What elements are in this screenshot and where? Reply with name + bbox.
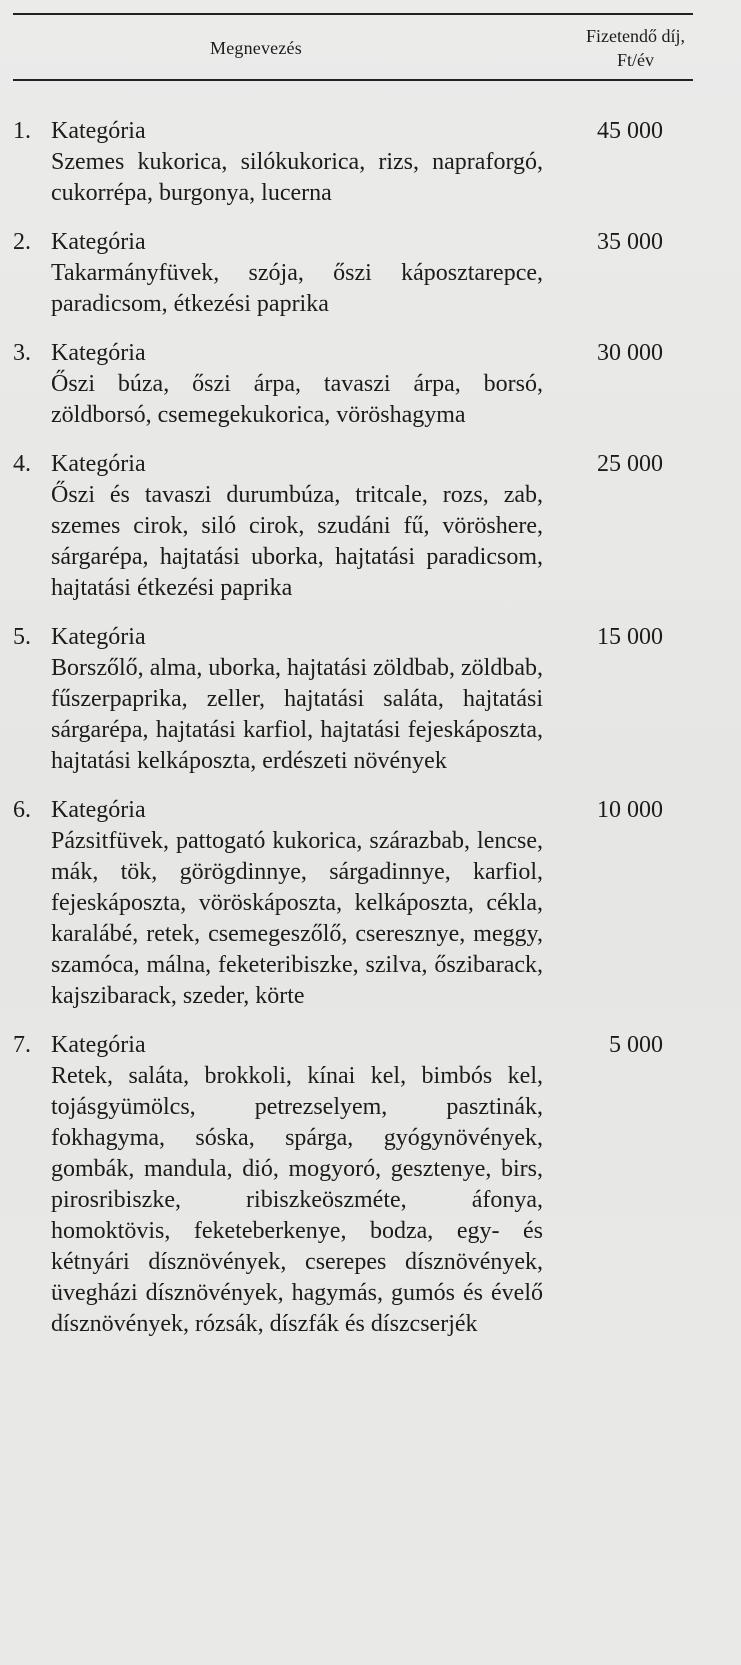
category-1 [13,116,663,209]
category-6-fee: 10 000 [597,797,663,823]
category-5-title: Kategória [51,624,146,650]
category-1-description: Szemes kukorica, silókukorica, rizs, napraforgó, cukorrépa, burgonya, lucerna [51,149,543,206]
category-5-title-row [13,622,146,653]
category-6-head [13,795,663,826]
category-5-description: Borszőlő, alma, uborka, hajtatási zöldbab, zöldbab, fűszerpaprika, zeller, hajtatási saláta, hajtatási sárgarépa, hajtatási karfiol, hajtatási fejeskáposzta, hajtatási kelkáposzta, erdészeti növények [51,655,543,774]
category-4-title-row [13,449,146,480]
category-1-title-row [13,116,146,147]
category-3-head [13,338,663,369]
category-5-number: 5. [13,624,31,650]
category-7-title-row [13,1030,146,1061]
fee-header-line-1: Fizetendő díj, [586,26,685,46]
category-3-description: Őszi búza, őszi árpa, tavaszi árpa, borsó, zöldborsó, csemegekukorica, vöröshagyma [51,371,543,428]
column-header-name: Megnevezés [210,38,302,58]
category-4-head [13,449,663,480]
category-4-title: Kategória [51,451,146,477]
category-7-head [13,1030,663,1061]
category-6-description: Pázsitfüvek, pattogató kukorica, szárazbab, lencse, mák, tök, görögdinnye, sárgadinnye, karfiol, fejeskáposzta, vöröskáposzta, kelkáposzta, cékla, karalábé, retek, csemegeszőlő, cseresznye, meggy, szamóca, málna, feketeribiszke, szilva, őszibarack, kajszibarack, szeder, körte [51,828,543,1009]
category-list [13,116,663,1358]
category-7-number: 7. [13,1032,31,1058]
category-4-description: Őszi és tavaszi durumbúza, tritcale, rozs, zab, szemes cirok, siló cirok, szudáni fű, vöröshere, sárgarépa, hajtatási uborka, hajtatási paradicsom, hajtatási étkezési paprika [51,482,543,601]
top-rule [13,13,693,15]
category-3-title: Kategória [51,340,146,366]
category-3-title-row [13,338,146,369]
category-2-description: Takarmányfüvek, szója, őszi káposztarepce, paradicsom, étkezési paprika [51,260,543,317]
column-header-fee [586,24,685,72]
category-4 [13,449,663,604]
category-6-title-row [13,795,146,826]
category-7-title: Kategória [51,1032,146,1058]
category-5-head [13,622,663,653]
category-6-title: Kategória [51,797,146,823]
category-6-number: 6. [13,797,31,823]
category-7-fee: 5 000 [609,1032,663,1058]
category-2-number: 2. [13,229,31,255]
category-2 [13,227,663,320]
category-3-fee: 30 000 [597,340,663,366]
header-rule [13,79,693,81]
category-1-head [13,116,663,147]
category-4-number: 4. [13,451,31,477]
category-4-fee: 25 000 [597,451,663,477]
category-6 [13,795,663,1012]
category-7-description: Retek, saláta, brokkoli, kínai kel, bimbós kel, tojásgyümölcs, petrezselyem, pasztinák, fokhagyma, sóska, spárga, gyógynövények, gombák, mandula, dió, mogyoró, gesztenye, birs, pirosribiszke, ribiszkeöszméte, áfonya, homoktövis, feketeberkenye, bodza, egy- és kétnyári dísznövények, cserepes dísznövények, üvegházi dísznövények, hagymás, gumós és évelő dísznövények, rózsák, díszfák és díszcserjék [51,1063,543,1337]
category-1-number: 1. [13,118,31,144]
category-5 [13,622,663,777]
category-2-title-row [13,227,146,258]
category-1-title: Kategória [51,118,146,144]
category-2-head [13,227,663,258]
category-2-fee: 35 000 [597,229,663,255]
category-5-fee: 15 000 [597,624,663,650]
category-3 [13,338,663,431]
category-1-fee: 45 000 [597,118,663,144]
category-7 [13,1030,663,1340]
category-2-title: Kategória [51,229,146,255]
fee-header-line-2: Ft/év [617,50,655,70]
category-3-number: 3. [13,340,31,366]
